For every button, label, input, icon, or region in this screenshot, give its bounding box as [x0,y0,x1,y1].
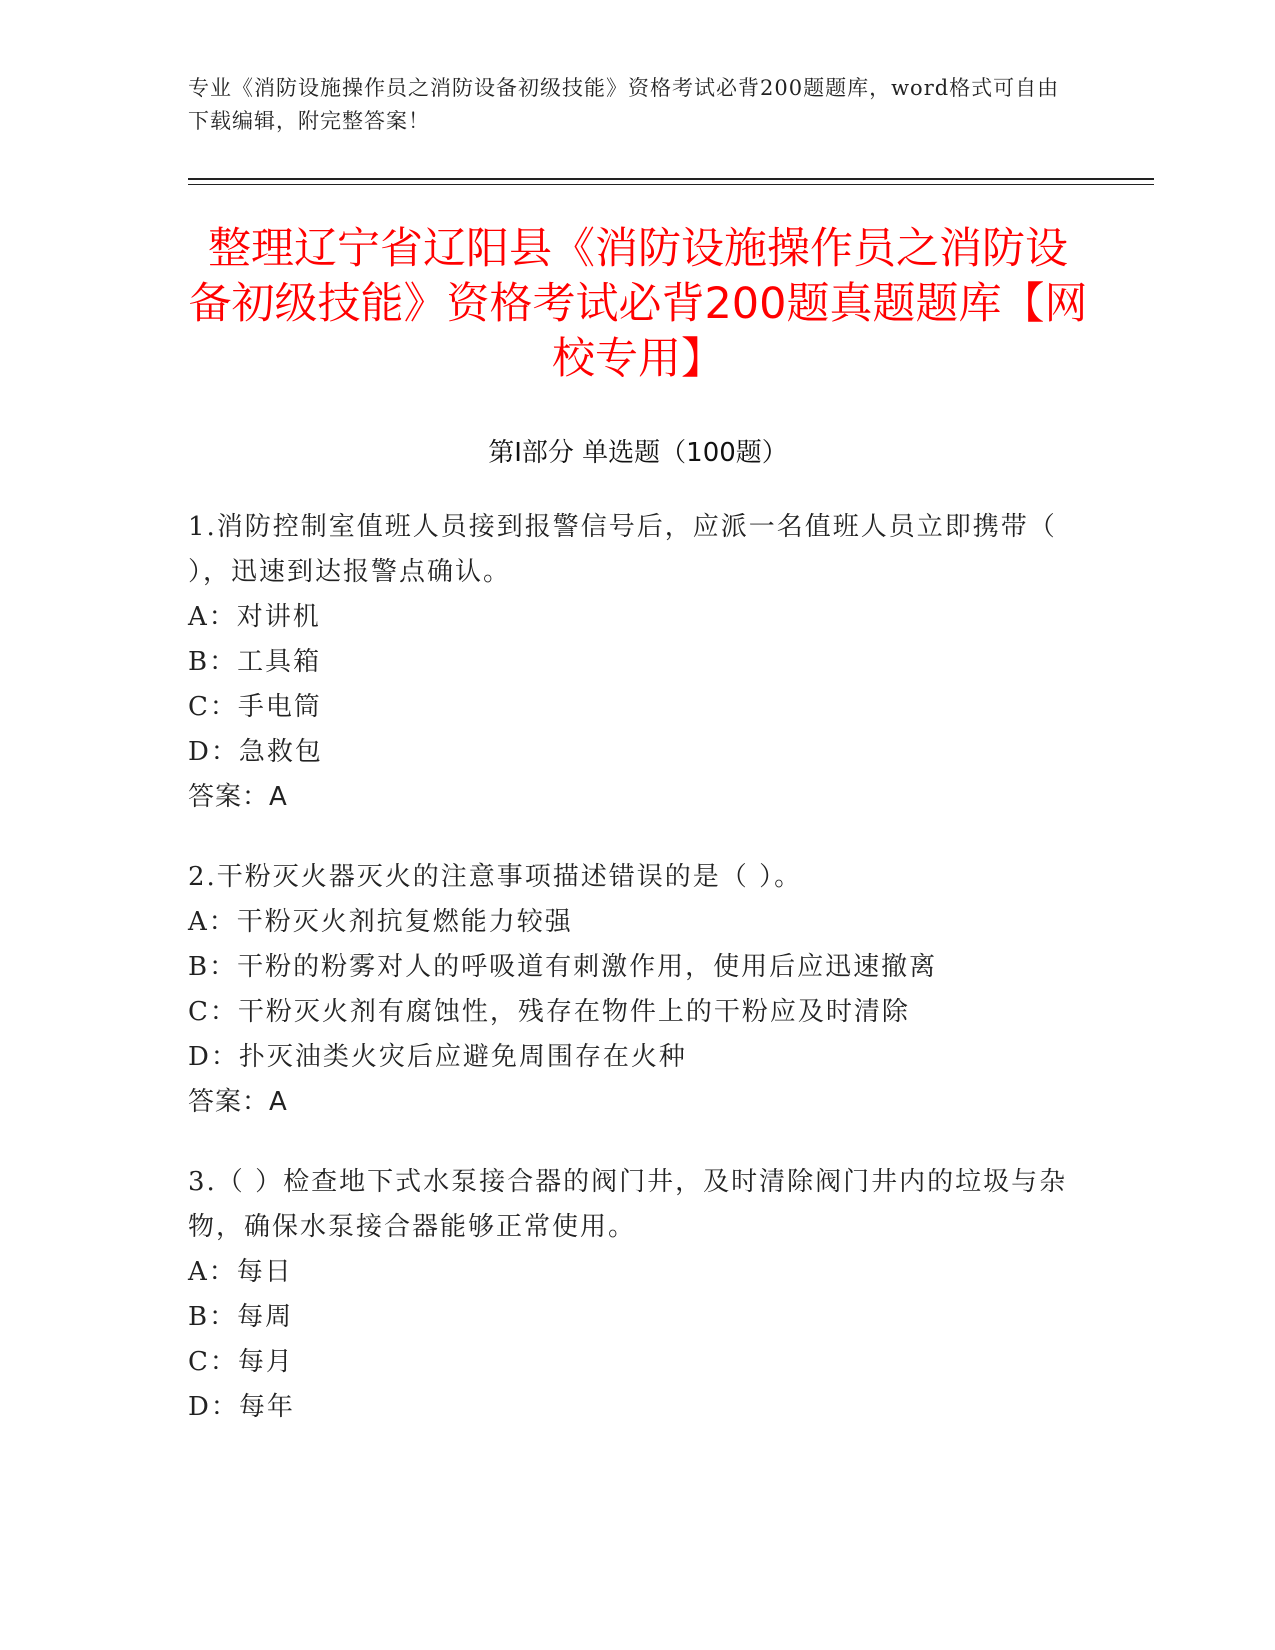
option-a: A：对讲机 [188,602,321,632]
document-title: 整理辽宁省辽阳县《消防设施操作员之消防设备初级技能》资格考试必背200题真题题库【网校专用】 [188,224,1088,384]
option-d: D：急救包 [188,737,323,767]
option-b: B：工具箱 [188,647,322,677]
option-d: D：每年 [188,1392,295,1422]
option-c: C：干粉灭火剂有腐蚀性，残存在物件上的干粉应及时清除 [188,997,910,1027]
answer: 答案：A [188,782,288,812]
option-b: B：干粉的粉雾对人的呼吸道有刺激作用，使用后应迅速撤离 [188,952,938,982]
section-title: 第Ⅰ部分 单选题（100题） [488,438,788,468]
option-d: D：扑灭油类火灾后应避免周围存在火种 [188,1042,687,1072]
question-stem: 3.（ ）检查地下式水泵接合器的阀门井，及时清除阀门井内的垃圾与杂物，确保水泵接合器能够正常使用。 [188,1167,1068,1242]
option-a: A：干粉灭火剂抗复燃能力较强 [188,907,573,937]
option-a: A：每日 [188,1257,293,1287]
option-b: B：每周 [188,1302,294,1332]
option-c: C：手电筒 [188,692,322,722]
option-c: C：每月 [188,1347,294,1377]
question-3 [188,1160,1068,1430]
question-2 [188,855,1068,1125]
answer: 答案：A [188,1087,288,1117]
header-note: 专业《消防设施操作员之消防设备初级技能》资格考试必背200题题库，word格式可自由下载编辑，附完整答案！ [188,76,1060,133]
question-1 [188,505,1068,820]
question-stem: 2.干粉灭火器灭火的注意事项描述错误的是（ ）。 [188,862,803,892]
question-stem: 1.消防控制室值班人员接到报警信号后，应派一名值班人员立即携带（ ），迅速到达报警点确认。 [188,512,1057,587]
header-divider-thick [188,178,1154,180]
header-divider-thin [188,184,1154,185]
